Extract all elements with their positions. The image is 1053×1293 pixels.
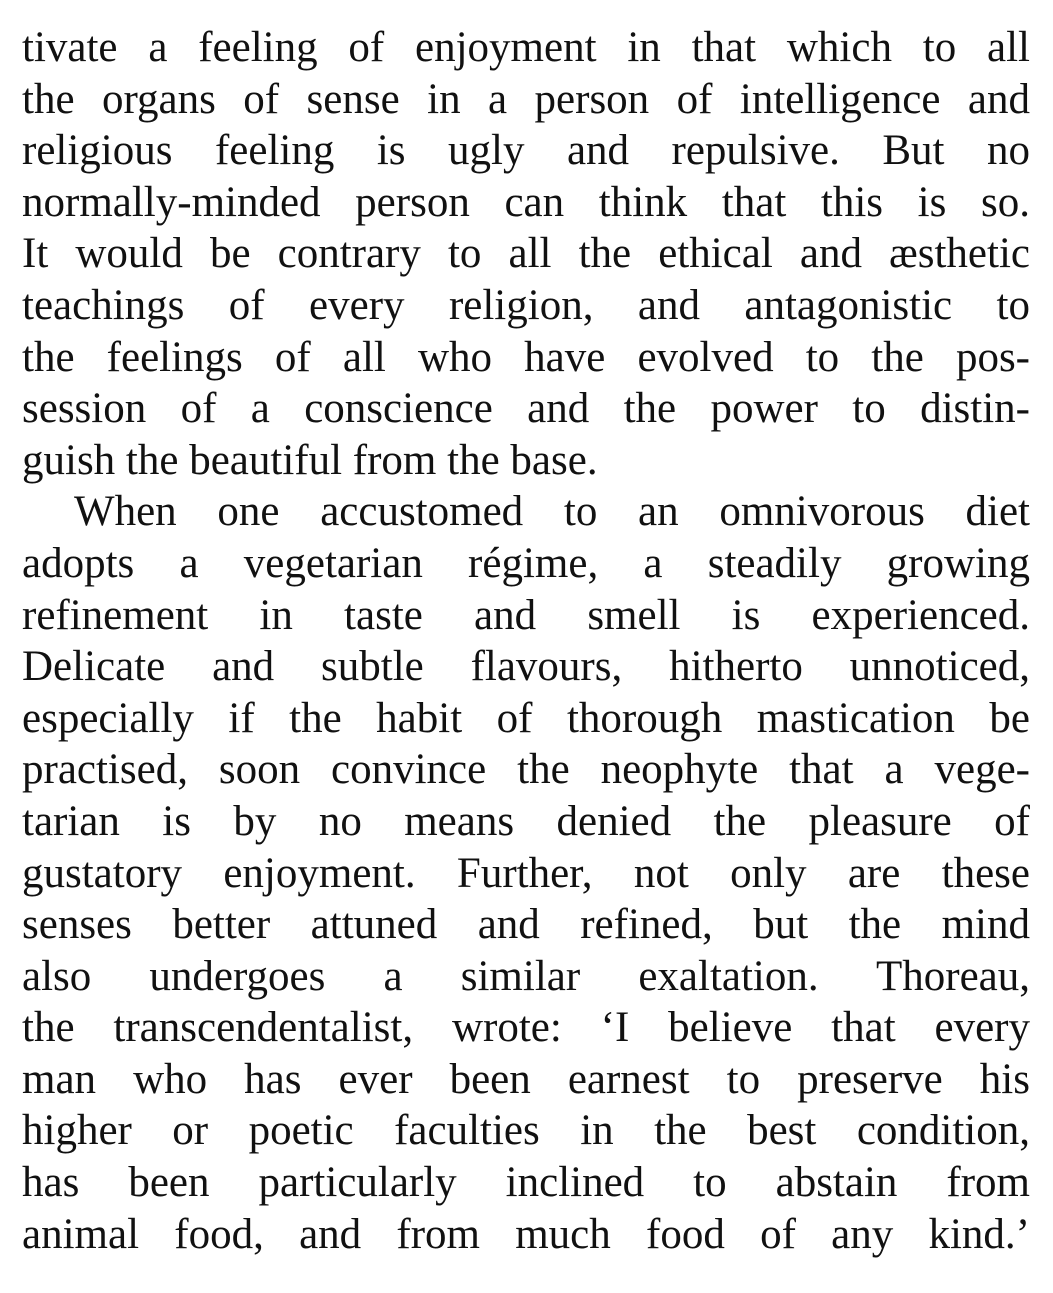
text-line: senses better attuned and refined, but the mind: [22, 901, 1030, 949]
text-line: tarian is by no means denied the pleasure of: [22, 797, 1030, 845]
paragraph-2: [22, 486, 1030, 1260]
text-line: higher or poetic faculties in the best condition,: [22, 1107, 1030, 1155]
text-line: gustatory enjoyment. Further, not only are these: [22, 849, 1030, 897]
text-line: It would be contrary to all the ethical and æsthetic: [22, 230, 1030, 278]
text-line: the organs of sense in a person of intelligence and: [22, 75, 1030, 123]
text-line: guish the beautiful from the base.: [22, 436, 598, 484]
text-line: also undergoes a similar exaltation. Thoreau,: [22, 952, 1030, 1000]
text-line: adopts a vegetarian régime, a steadily growing: [22, 539, 1030, 587]
text-line: Delicate and subtle flavours, hitherto unnoticed,: [22, 643, 1030, 691]
text-line: religious feeling is ugly and repulsive. But no: [22, 127, 1030, 175]
text-line: refinement in taste and smell is experienced.: [22, 591, 1030, 639]
text-line: has been particularly inclined to abstain from: [22, 1159, 1030, 1207]
text-line: normally-minded person can think that this is so.: [22, 178, 1030, 226]
text-line: the transcendentalist, wrote: ‘I believe that every: [22, 1004, 1030, 1052]
text-line: the feelings of all who have evolved to the pos-: [22, 333, 1030, 381]
text-line: practised, soon convince the neophyte that a vege-: [22, 746, 1030, 794]
text-line: session of a conscience and the power to distin-: [22, 385, 1030, 433]
text-line: tivate a feeling of enjoyment in that which to all: [22, 24, 1030, 71]
text-line: When one accustomed to an omnivorous diet: [74, 488, 1030, 536]
text-line: animal food, and from much food of any kind.’: [22, 1210, 1030, 1258]
text-line: especially if the habit of thorough mastication be: [22, 694, 1030, 742]
document-page: [22, 22, 1030, 1260]
text-line: man who has ever been earnest to preserve his: [22, 1055, 1030, 1103]
paragraph-1: [22, 22, 1030, 486]
text-line: teachings of every religion, and antagonistic to: [22, 281, 1030, 329]
